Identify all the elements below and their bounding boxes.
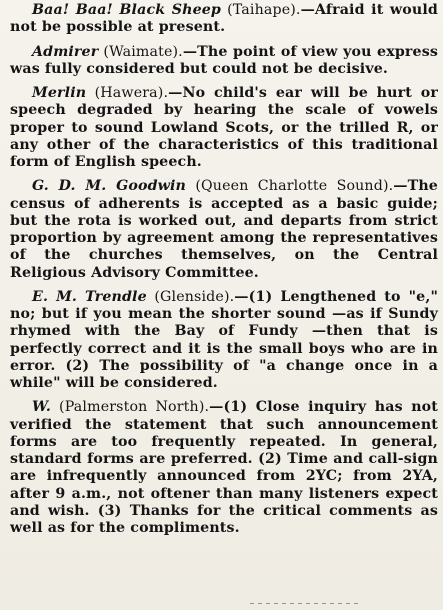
correspondent-place: (Palmerston North). bbox=[59, 399, 210, 416]
correspondent-place: (Hawera). bbox=[94, 85, 169, 101]
correspondent-name: Baa! Baa! Black Sheep bbox=[32, 2, 221, 18]
answer-text: —No child's ear will be hurt or speech degraded by hearing the scale of vowels proper to sound Lowland Scots, or the trilled R, or any other of the characteristics of this traditional form of English speech. bbox=[10, 85, 438, 170]
answer-text: —The point of view you express was fully considered but could not be decisive. bbox=[10, 43, 438, 77]
correspondent-name: Admirer bbox=[32, 43, 99, 60]
answer-entry bbox=[10, 2, 438, 37]
correspondent-name: E. M. Trendle bbox=[32, 288, 147, 305]
answer-text: —(1) Lengthened to "e," no; but if you mean the shorter sound —as if Sundy rhymed with the Bay of Fundy —then that is perfectly correct and it is the small boys who are in error. (2) The possibility of "a change once in a while" will be considered. bbox=[10, 288, 438, 391]
answer-text: —The census of adherents is accepted as a basic guide; but the rota is worked out, and departs from strict proportion by agreement among the representatives of the churches themselves, on the Central Religious Advisory Committee. bbox=[10, 178, 438, 281]
answer-text: —Afraid it would not be possible at present. bbox=[10, 2, 438, 36]
answer-entry bbox=[10, 44, 438, 79]
correspondent-place: (Taihape). bbox=[227, 2, 301, 18]
correspondent-place: (Glenside). bbox=[154, 288, 235, 305]
answer-entry bbox=[10, 178, 438, 282]
correspondent-place: (Queen Charlotte Sound). bbox=[195, 178, 394, 195]
answer-entry bbox=[10, 399, 438, 537]
answer-text: —(1) Close inquiry has not verified the statement that such announcement forms are too frequently repeated. In general, standard forms are preferred. (2) Time and call-sign are infrequently announced from 2YC; from 2YA, after 9 a.m., not oftener than many listeners expect and wish. (3) Thanks for the critical comments as well as for the compliments. bbox=[10, 399, 438, 536]
answers-column bbox=[10, 2, 438, 544]
correspondent-place: (Waimate). bbox=[103, 43, 183, 60]
correspondent-name: W. bbox=[32, 399, 51, 416]
answer-entry bbox=[10, 85, 438, 171]
correspondent-name: Merlin bbox=[32, 85, 87, 101]
correspondent-name: G. D. M. Goodwin bbox=[32, 178, 187, 195]
answer-entry bbox=[10, 289, 438, 393]
torn-edge-rule bbox=[250, 603, 360, 604]
